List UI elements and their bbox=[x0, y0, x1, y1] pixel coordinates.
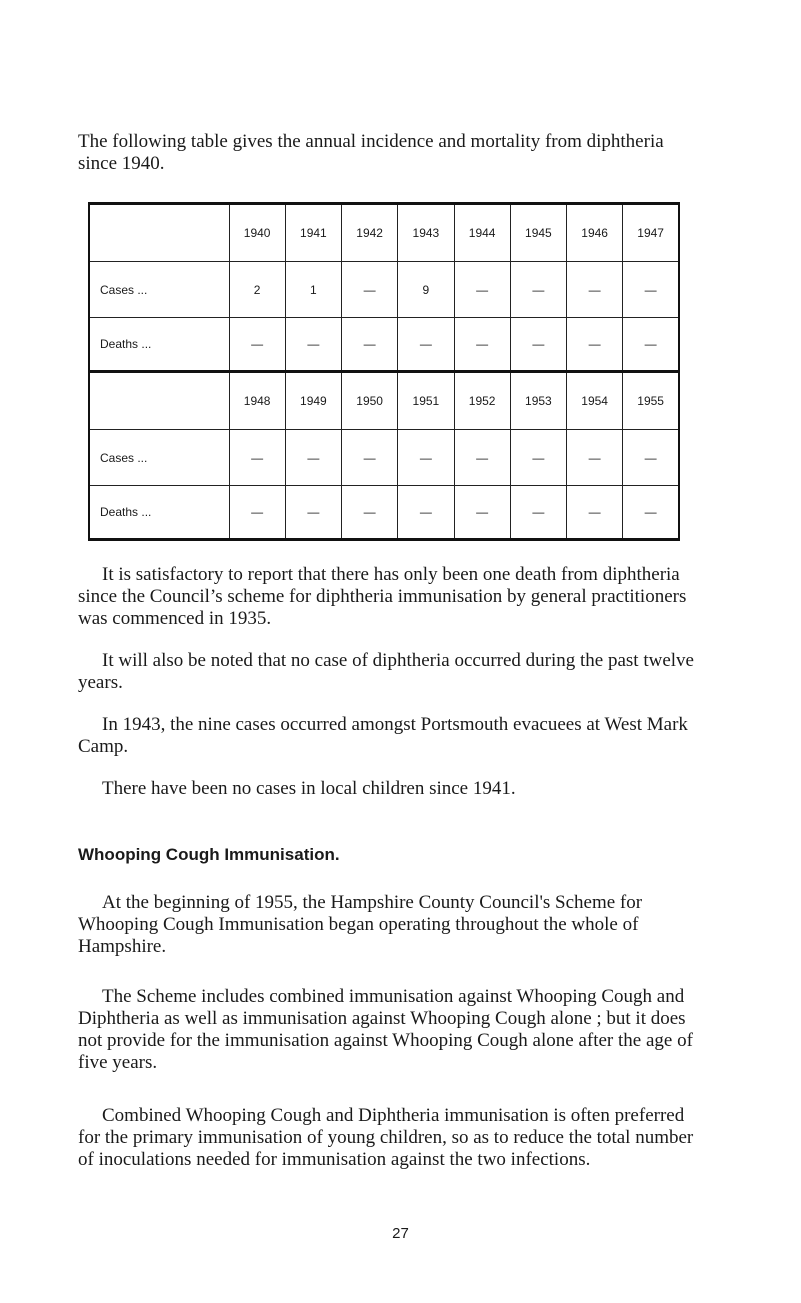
body-paragraph: Combined Whooping Cough and Diphtheria immunisation is often preferred for the primary immunisation of young children, so as to reduce the total number of inoculations needed for immunisation against the two infections. bbox=[78, 1105, 694, 1170]
row-label: Deaths ... bbox=[89, 486, 229, 540]
year-cell: 1949 bbox=[285, 372, 341, 430]
table-cell: — bbox=[623, 486, 679, 540]
table-cell: — bbox=[342, 486, 398, 540]
table-cell: — bbox=[229, 430, 285, 486]
header-empty-cell bbox=[89, 204, 229, 262]
table-cell: — bbox=[342, 262, 398, 318]
table-row bbox=[89, 262, 679, 318]
row-label: Deaths ... bbox=[89, 318, 229, 372]
table-cell: — bbox=[510, 486, 566, 540]
table-cell: — bbox=[567, 486, 623, 540]
intro-paragraph: The following table gives the annual incidence and mortality from diphtheria since 1940. bbox=[78, 131, 664, 174]
row-label: Cases ... bbox=[89, 430, 229, 486]
year-cell: 1951 bbox=[398, 372, 454, 430]
table-cell: — bbox=[229, 486, 285, 540]
year-cell: 1954 bbox=[567, 372, 623, 430]
year-cell: 1948 bbox=[229, 372, 285, 430]
table-cell: — bbox=[398, 430, 454, 486]
year-cell: 1953 bbox=[510, 372, 566, 430]
year-cell: 1943 bbox=[398, 204, 454, 262]
table-cell: 9 bbox=[398, 262, 454, 318]
table-cell: — bbox=[454, 262, 510, 318]
body-paragraph: It is satisfactory to report that there has only been one death from diphtheria since the Council’s scheme for diphtheria immunisation by general practitioners was commenced in 1935. bbox=[78, 564, 687, 629]
table-cell: 1 bbox=[285, 262, 341, 318]
table-cell: — bbox=[285, 486, 341, 540]
year-header-row bbox=[89, 372, 679, 430]
table-cell: — bbox=[454, 318, 510, 372]
year-cell: 1952 bbox=[454, 372, 510, 430]
page-number: 27 bbox=[392, 1225, 409, 1242]
year-cell: 1955 bbox=[623, 372, 679, 430]
table-cell: — bbox=[567, 262, 623, 318]
table-cell: — bbox=[567, 318, 623, 372]
year-cell: 1944 bbox=[454, 204, 510, 262]
table-cell: — bbox=[342, 430, 398, 486]
year-cell: 1946 bbox=[567, 204, 623, 262]
body-paragraph: The Scheme includes combined immunisation against Whooping Cough and Diphtheria as well as immunisation against Whooping Cough alone ; but it does not provide for the immunisation against Whooping Cough alone after the age of five years. bbox=[78, 986, 693, 1073]
table-cell: — bbox=[623, 262, 679, 318]
table-cell: — bbox=[285, 430, 341, 486]
table-cell: — bbox=[285, 318, 341, 372]
table-cell: 2 bbox=[229, 262, 285, 318]
table-cell: — bbox=[510, 430, 566, 486]
year-cell: 1942 bbox=[342, 204, 398, 262]
table-row bbox=[89, 486, 679, 540]
year-header-row bbox=[89, 204, 679, 262]
table-cell: — bbox=[510, 262, 566, 318]
header-empty-cell bbox=[89, 372, 229, 430]
table-cell: — bbox=[454, 430, 510, 486]
body-paragraph: It will also be noted that no case of diphtheria occurred during the past twelve years. bbox=[78, 650, 694, 693]
body-paragraph: There have been no cases in local children since 1941. bbox=[102, 778, 516, 799]
year-cell: 1950 bbox=[342, 372, 398, 430]
section-heading: Whooping Cough Immunisation. bbox=[78, 845, 340, 864]
row-label: Cases ... bbox=[89, 262, 229, 318]
table-cell: — bbox=[623, 430, 679, 486]
body-paragraph: At the beginning of 1955, the Hampshire County Council's Scheme for Whooping Cough Immunisation began operating throughout the whole of Hampshire. bbox=[78, 892, 643, 957]
table-cell: — bbox=[398, 318, 454, 372]
table-cell: — bbox=[342, 318, 398, 372]
year-cell: 1945 bbox=[510, 204, 566, 262]
table-cell: — bbox=[567, 430, 623, 486]
diphtheria-table bbox=[88, 202, 680, 541]
table-row bbox=[89, 430, 679, 486]
table-cell: — bbox=[454, 486, 510, 540]
table-row bbox=[89, 318, 679, 372]
table-cell: — bbox=[398, 486, 454, 540]
table-cell: — bbox=[510, 318, 566, 372]
year-cell: 1940 bbox=[229, 204, 285, 262]
year-cell: 1941 bbox=[285, 204, 341, 262]
body-paragraph: In 1943, the nine cases occurred amongst Portsmouth evacuees at West Mark Camp. bbox=[78, 714, 688, 757]
year-cell: 1947 bbox=[623, 204, 679, 262]
table-cell: — bbox=[623, 318, 679, 372]
table-cell: — bbox=[229, 318, 285, 372]
